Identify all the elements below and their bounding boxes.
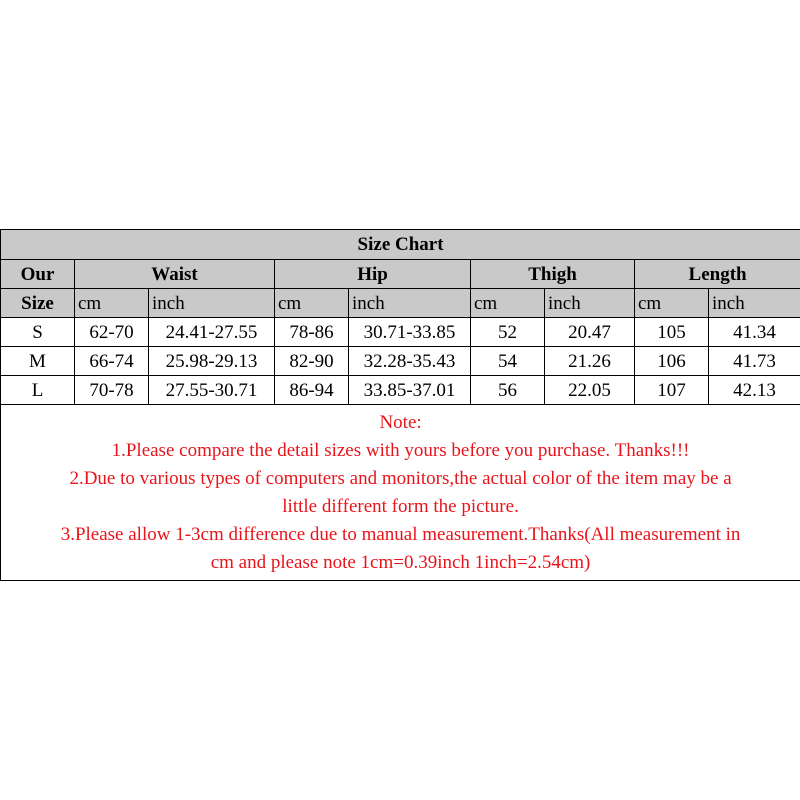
- hip-header: Hip: [275, 260, 471, 289]
- length-header: Length: [635, 260, 800, 289]
- table-cell: 33.85-37.01: [349, 376, 471, 405]
- size-label: M: [1, 347, 75, 376]
- hip-inch-header: inch: [349, 289, 471, 318]
- table-cell: 54: [471, 347, 545, 376]
- thigh-inch-header: inch: [545, 289, 635, 318]
- table-cell: 106: [635, 347, 709, 376]
- table-cell: 24.41-27.55: [149, 318, 275, 347]
- length-inch-header: inch: [709, 289, 800, 318]
- note-line-3-cont: cm and please note 1cm=0.39inch 1inch=2.54cm): [210, 552, 591, 573]
- table-cell: 41.34: [709, 318, 800, 347]
- notes-block: [1, 405, 800, 581]
- table-row: [1, 318, 800, 347]
- table-row: [1, 376, 800, 405]
- note-line-2-cont: little different form the picture.: [282, 496, 519, 517]
- size-chart: [0, 229, 800, 573]
- note-line-3: 3.Please allow 1-3cm difference due to manual measurement.Thanks(All measurement in: [60, 524, 741, 545]
- table-cell: 62-70: [75, 318, 149, 347]
- table-cell: 86-94: [275, 376, 349, 405]
- length-cm-header: cm: [635, 289, 709, 318]
- waist-cm-header: cm: [75, 289, 149, 318]
- table-cell: 66-74: [75, 347, 149, 376]
- table-cell: 22.05: [545, 376, 635, 405]
- table-cell: 56: [471, 376, 545, 405]
- table-cell: 42.13: [709, 376, 800, 405]
- note-heading: Note:: [379, 412, 422, 433]
- table-row: [1, 347, 800, 376]
- table-cell: 41.73: [709, 347, 800, 376]
- thigh-cm-header: cm: [471, 289, 545, 318]
- hip-cm-header: cm: [275, 289, 349, 318]
- waist-inch-header: inch: [149, 289, 275, 318]
- table-cell: 78-86: [275, 318, 349, 347]
- table-cell: 27.55-30.71: [149, 376, 275, 405]
- table-cell: 30.71-33.85: [349, 318, 471, 347]
- size-label: L: [1, 376, 75, 405]
- thigh-header: Thigh: [471, 260, 635, 289]
- table-cell: 32.28-35.43: [349, 347, 471, 376]
- table-cell: 70-78: [75, 376, 149, 405]
- table-cell: 52: [471, 318, 545, 347]
- table-cell: 107: [635, 376, 709, 405]
- table-cell: 82-90: [275, 347, 349, 376]
- note-line-2: 2.Due to various types of computers and monitors,the actual color of the item may be a: [69, 468, 732, 489]
- table-cell: 25.98-29.13: [149, 347, 275, 376]
- waist-header: Waist: [75, 260, 275, 289]
- size-label: S: [1, 318, 75, 347]
- table-cell: 20.47: [545, 318, 635, 347]
- chart-title: Size Chart: [1, 230, 800, 260]
- table-cell: 105: [635, 318, 709, 347]
- note-line-1: 1.Please compare the detail sizes with yours before you purchase. Thanks!!!: [111, 440, 690, 461]
- size-chart-table: [0, 229, 800, 581]
- our-size-header-line2: Size: [1, 289, 75, 318]
- table-cell: 21.26: [545, 347, 635, 376]
- our-size-header-line1: Our: [1, 260, 75, 289]
